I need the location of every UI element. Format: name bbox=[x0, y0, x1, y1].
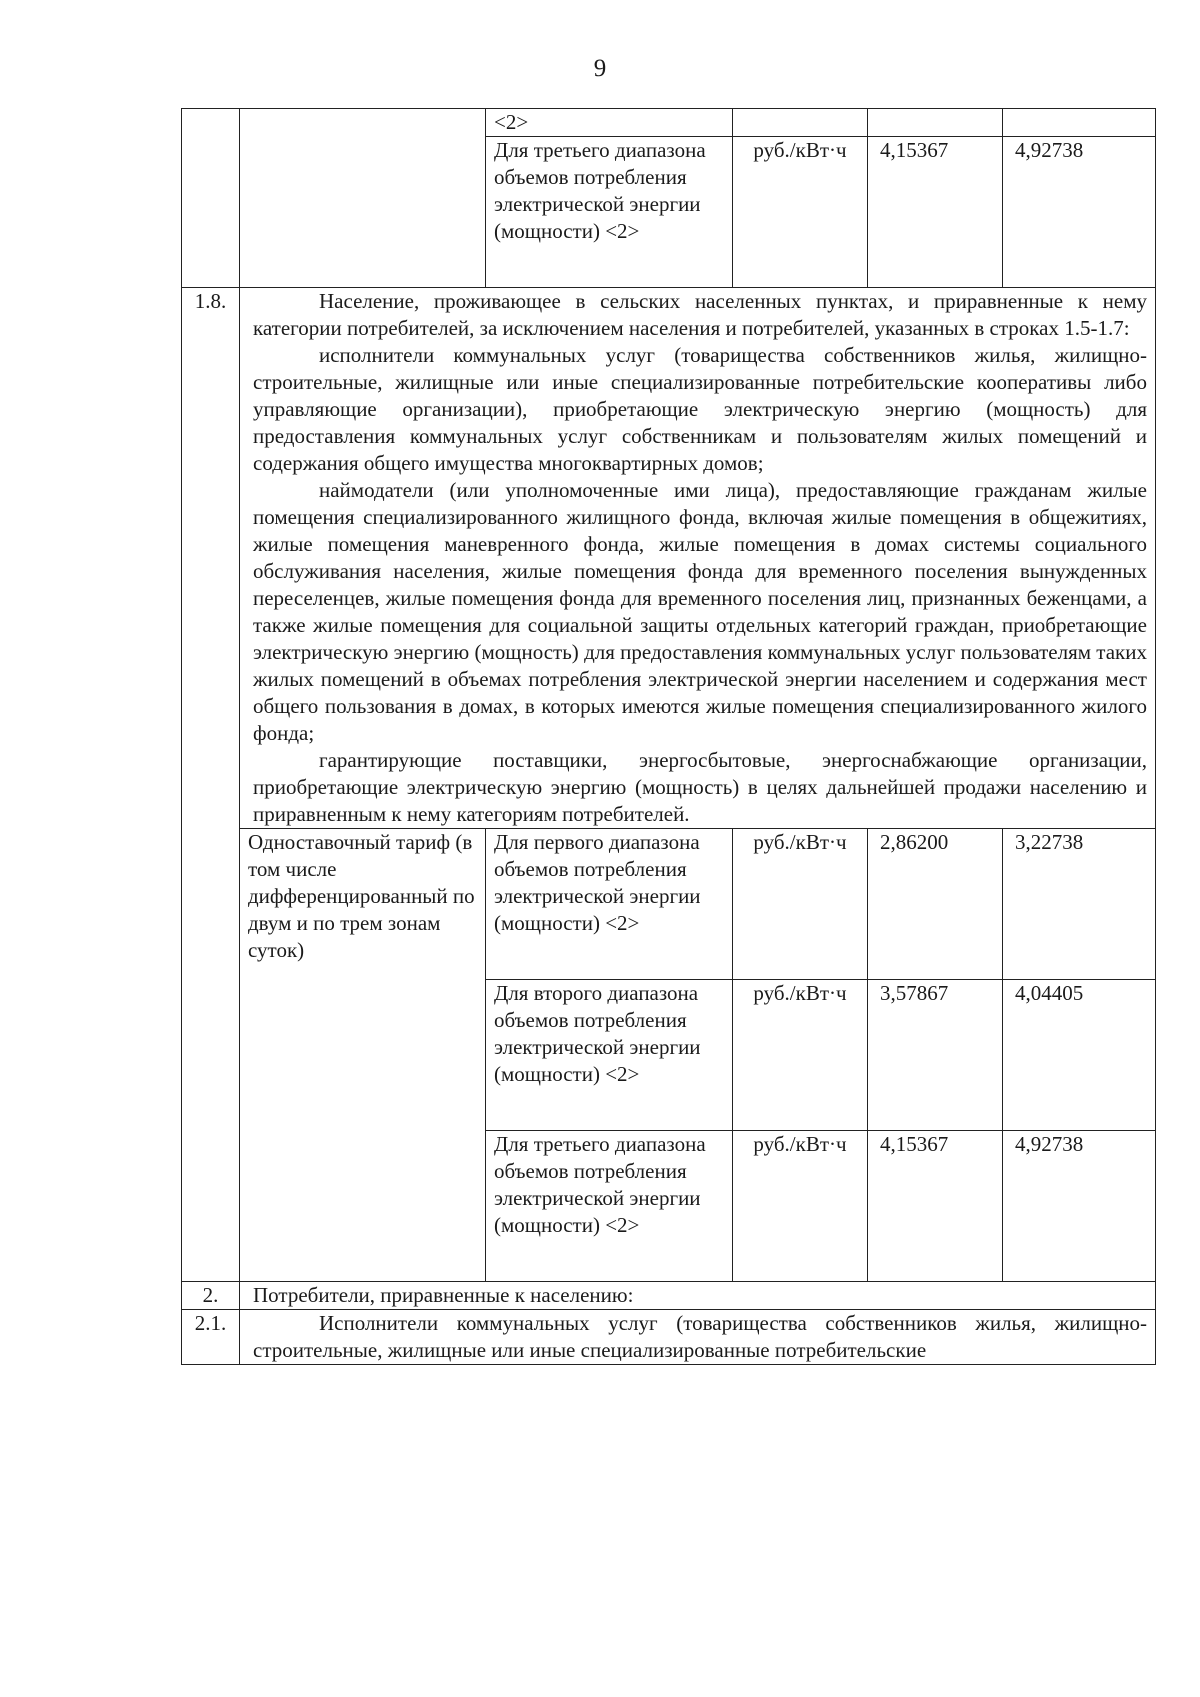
range-description: Для второго диапазона объемов потребления электрической энергии (мощности) <2> bbox=[486, 980, 733, 1131]
continued-value1 bbox=[868, 109, 1003, 137]
value-cell-2: 4,04405 bbox=[1003, 980, 1156, 1131]
continued-description: <2> bbox=[486, 109, 733, 137]
section-row-2-1 bbox=[182, 1310, 1156, 1365]
paragraph: Исполнители коммунальных услуг (товарищества собственников жилья, жилищно-строительные, жилищные или иные специализированные потребительские bbox=[253, 1311, 1147, 1362]
paragraph: Население, проживающее в сельских населенных пунктах, и приравненные к нему категории потребителей, за исключением населения и потребителей, указанных в строках 1.5-1.7: bbox=[253, 289, 1147, 340]
unit-cell: руб./кВт·ч bbox=[733, 1131, 868, 1282]
continued-unit bbox=[733, 109, 868, 137]
section-row-2 bbox=[182, 1282, 1156, 1310]
value-cell-2: 3,22738 bbox=[1003, 829, 1156, 980]
value-cell-1: 3,57867 bbox=[868, 980, 1003, 1131]
unit-cell: руб./кВт·ч bbox=[733, 980, 868, 1131]
unit-cell: руб./кВт·ч bbox=[733, 137, 868, 288]
num-cell-empty bbox=[182, 109, 240, 288]
range-description: Для первого диапазона объемов потребления электрической энергии (мощности) <2> bbox=[486, 829, 733, 980]
unit-cell: руб./кВт·ч bbox=[733, 829, 868, 980]
page-number: 9 bbox=[593, 55, 607, 82]
label-cell-empty bbox=[240, 109, 486, 288]
section-number: 2.1. bbox=[182, 1310, 240, 1365]
value-cell-2: 4,92738 bbox=[1003, 1131, 1156, 1282]
paragraph: наймодатели (или уполномоченные ими лица), предоставляющие гражданам жилые помещения специализированного жилищного фонда, включая жилые помещения в общежитиях, жилые помещения маневренного фонда, жилые помещения в домах системы социального обслуживания населения, жилые помещения фонда для временного поселения вынужденных переселенцев, жилые помещения фонда для временного поселения лиц, признанных беженцами, а также жилые помещения для социальной защиты отдельных категорий граждан, приобретающие электрическую энергию (мощность) для предоставления коммунальных услуг пользователям таких жилых помещений в объемах потребления электрической энергии населением и содержания мест общего пользования в домах, в которых имеются жилые помещения специализированного жилого фонда; bbox=[253, 478, 1147, 745]
value-cell-1: 4,15367 bbox=[868, 137, 1003, 288]
table-row bbox=[182, 829, 1156, 980]
section-row-1-8 bbox=[182, 288, 1156, 829]
section-text bbox=[240, 1310, 1156, 1365]
value-cell-1: 2,86200 bbox=[868, 829, 1003, 980]
section-number: 2. bbox=[182, 1282, 240, 1310]
range-description: Для третьего диапазона объемов потребления электрической энергии (мощности) <2> bbox=[486, 1131, 733, 1282]
section-text bbox=[240, 288, 1156, 829]
tariff-label: Одноставочный тариф (в том числе дифференцированный по двум и по трем зонам суток) bbox=[240, 829, 486, 1282]
continued-value2 bbox=[1003, 109, 1156, 137]
value-cell-2: 4,92738 bbox=[1003, 137, 1156, 288]
paragraph: гарантирующие поставщики, энергосбытовые, энергоснабжающие организации, приобретающие электрическую энергию (мощность) в целях дальнейшей продажи населению и приравненным к нему категориям потребителей. bbox=[253, 748, 1147, 826]
section-text: Потребители, приравненные к населению: bbox=[240, 1282, 1156, 1310]
value-cell-1: 4,15367 bbox=[868, 1131, 1003, 1282]
section-number: 1.8. bbox=[182, 288, 240, 1282]
table-row-continued bbox=[182, 109, 1156, 137]
range-description: Для третьего диапазона объемов потребления электрической энергии (мощности) <2> bbox=[486, 137, 733, 288]
tariff-table bbox=[181, 108, 1156, 1365]
paragraph: исполнители коммунальных услуг (товарищества собственников жилья, жилищно-строительные, жилищные или иные специализированные потребительские кооперативы либо управляющие организации), приобретающие электрическую энергию (мощность) для предоставления коммунальных услуг собственникам и пользователям жилых помещений и содержания общего имущества многоквартирных домов; bbox=[253, 343, 1147, 475]
